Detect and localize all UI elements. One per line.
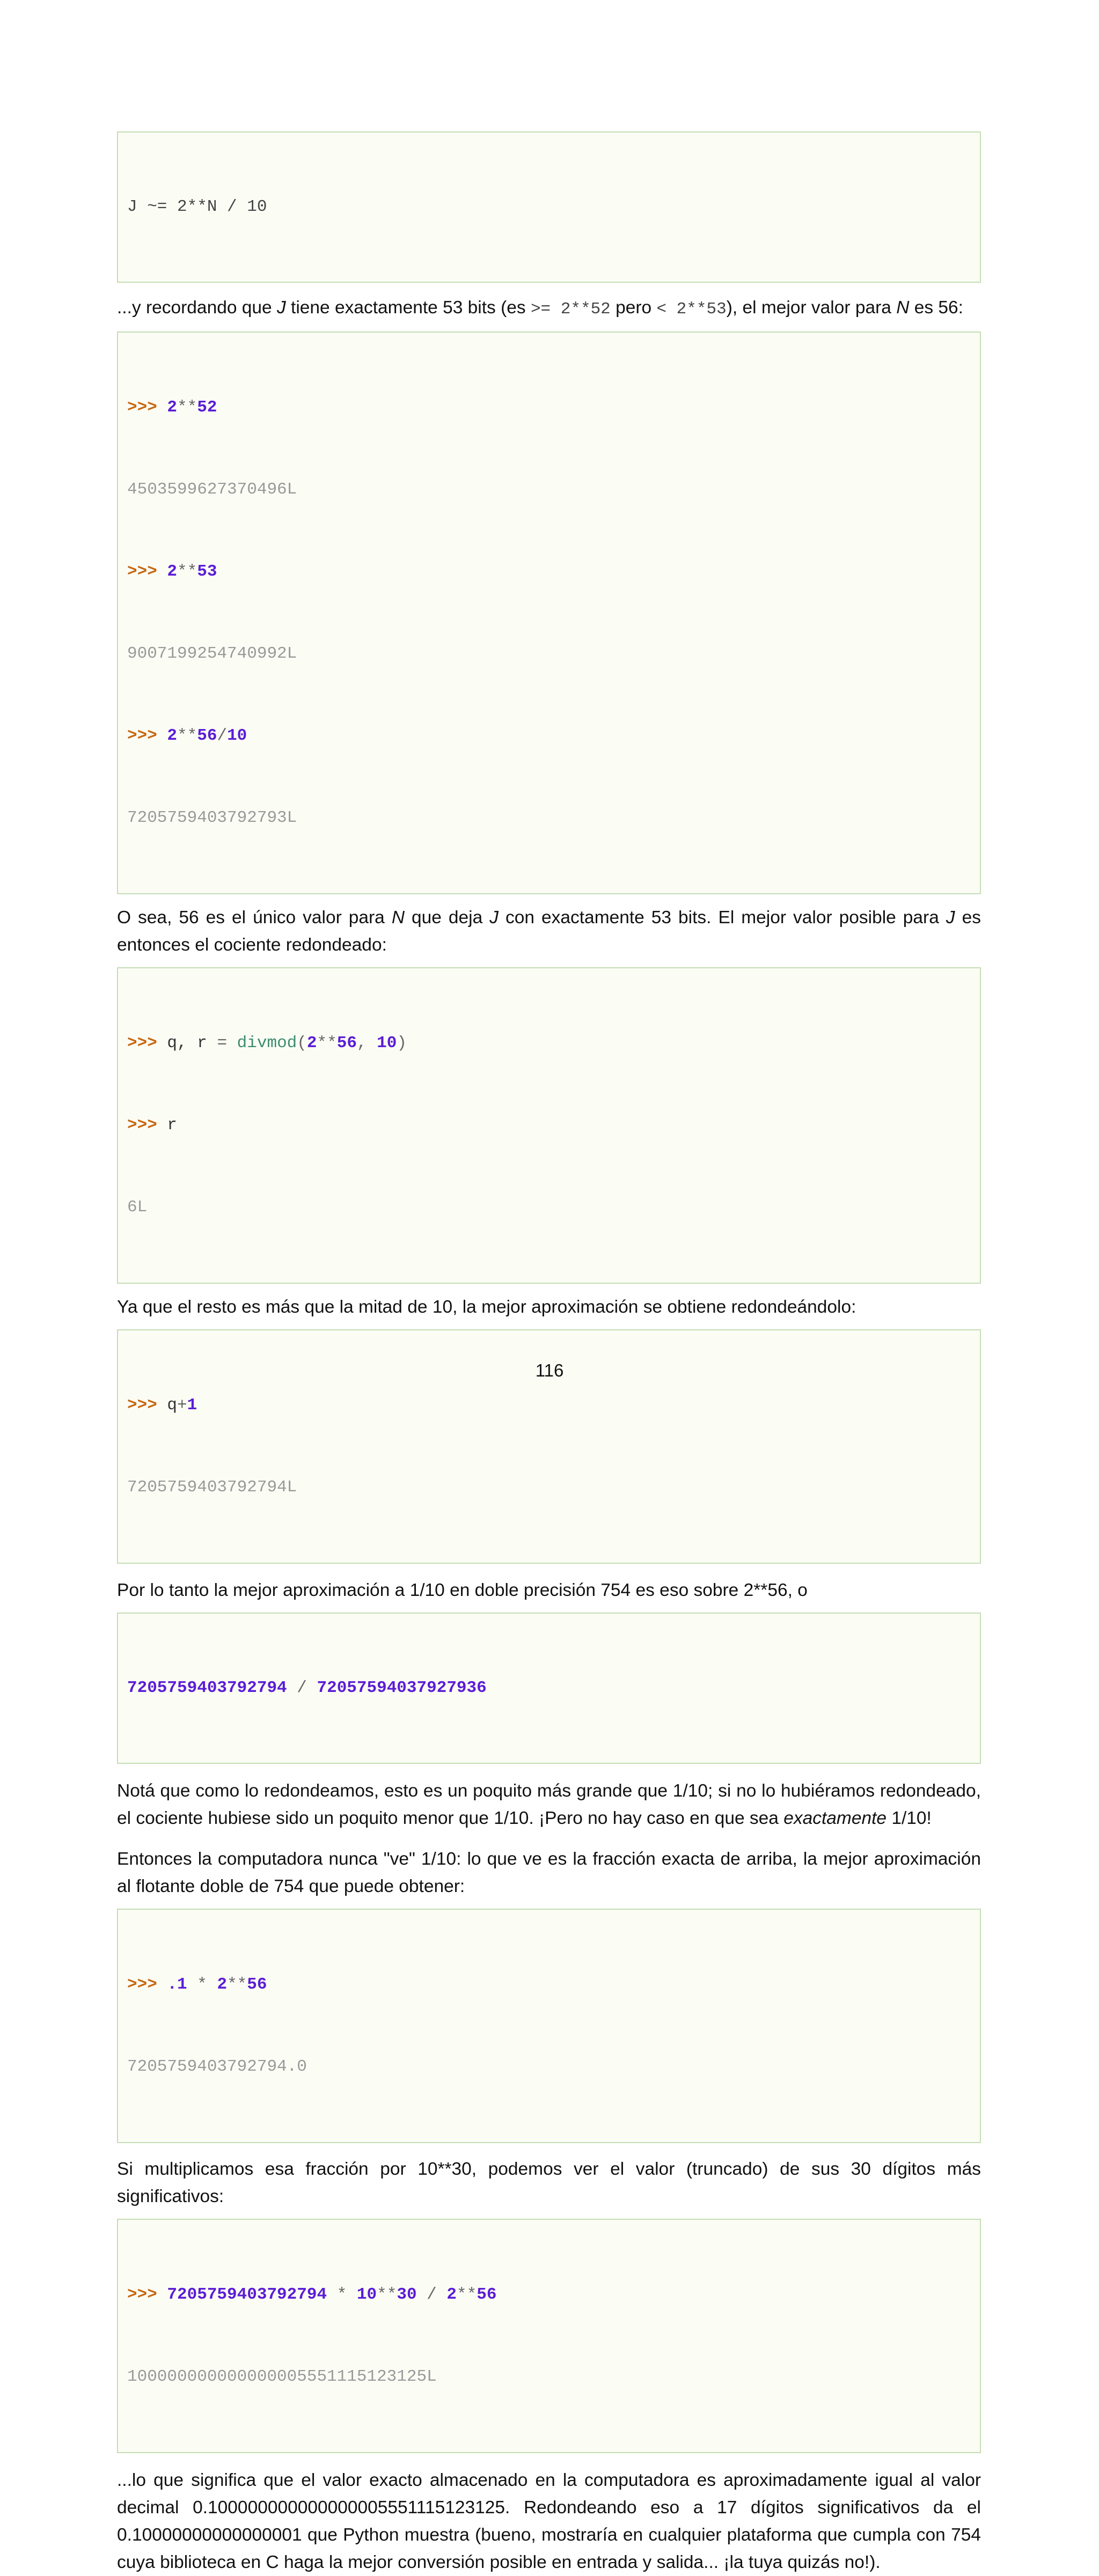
paragraph-bits bbox=[117, 294, 981, 323]
text-span: es entonces el cociente redondeado: bbox=[117, 908, 981, 955]
text-span: pero bbox=[610, 298, 657, 318]
number: 2 bbox=[167, 562, 178, 581]
prompt: >>> bbox=[127, 398, 157, 417]
operator: / bbox=[427, 2285, 437, 2304]
italic-var: N bbox=[896, 298, 910, 318]
output-line: 6L bbox=[127, 1198, 148, 1217]
operator: ** bbox=[227, 1975, 247, 1994]
variables: q, r bbox=[167, 1034, 217, 1053]
page-content bbox=[117, 131, 981, 2576]
italic-var: N bbox=[391, 908, 405, 928]
comma: , bbox=[356, 1034, 377, 1053]
code-line bbox=[127, 1674, 971, 1702]
operator: ** bbox=[177, 726, 197, 745]
italic-word: exactamente bbox=[783, 1808, 887, 1828]
code-line bbox=[127, 558, 971, 585]
number: 56 bbox=[197, 726, 217, 745]
operator: / bbox=[297, 1679, 307, 1697]
italic-var: J bbox=[489, 908, 499, 928]
prompt: >>> bbox=[127, 1975, 157, 1994]
paragraph-rounded bbox=[117, 1777, 981, 1832]
code-block-float bbox=[117, 1909, 981, 2143]
number: 10 bbox=[377, 1034, 397, 1053]
paragraph-computer-sees: Entonces la computadora nunca "ve" 1/10: lo que ve es la fracción exacta de arriba, la mejor aproximación al flotante doble de 754 que puede obtener: bbox=[117, 1849, 981, 1896]
operator: ** bbox=[177, 562, 197, 581]
output-line: 4503599627370496L bbox=[127, 480, 297, 499]
code-line bbox=[127, 1029, 971, 1057]
italic-var: J bbox=[946, 908, 955, 928]
operator: + bbox=[177, 1396, 187, 1415]
text-span: ), el mejor valor para bbox=[726, 298, 897, 318]
number: .1 bbox=[167, 1975, 187, 1994]
operator: * bbox=[336, 2285, 347, 2304]
operator: * bbox=[197, 1975, 207, 1994]
prompt: >>> bbox=[127, 1116, 157, 1135]
number: 2 bbox=[167, 726, 178, 745]
number: 10 bbox=[227, 726, 247, 745]
prompt: >>> bbox=[127, 562, 157, 581]
code-block-divmod bbox=[117, 967, 981, 1284]
code-block-formula bbox=[117, 131, 981, 283]
output-line: 7205759403792793L bbox=[127, 808, 297, 827]
code-line bbox=[127, 722, 971, 749]
text-span: con exactamente 53 bits. El mejor valor posible para bbox=[498, 908, 946, 928]
output-line: 9007199254740992L bbox=[127, 644, 297, 663]
code-block-fraction bbox=[117, 1613, 981, 1764]
code-line bbox=[127, 394, 971, 421]
code-line: J ~= 2**N / 10 bbox=[127, 197, 267, 216]
number: 2 bbox=[446, 2285, 457, 2304]
operator: / bbox=[217, 726, 228, 745]
number: 30 bbox=[397, 2285, 417, 2304]
operator: ** bbox=[457, 2285, 477, 2304]
number: 72057594037927936 bbox=[317, 1679, 487, 1697]
number: 2 bbox=[167, 398, 178, 417]
inline-code: < 2**53 bbox=[656, 300, 727, 319]
number: 2 bbox=[217, 1975, 228, 1994]
inline-code: >= 2**52 bbox=[530, 300, 611, 319]
code-line bbox=[127, 1112, 971, 1139]
page-number: 116 bbox=[535, 1360, 564, 1380]
code-block-digits bbox=[117, 2219, 981, 2453]
operator: ** bbox=[177, 398, 197, 417]
prompt: >>> bbox=[127, 726, 157, 745]
variable: r bbox=[167, 1116, 178, 1135]
paragraph-remainder: Ya que el resto es más que la mitad de 10, la mejor aproximación se obtiene redondeándolo: bbox=[117, 1297, 856, 1317]
prompt: >>> bbox=[127, 2285, 157, 2304]
paragraph-best-approx: Por lo tanto la mejor aproximación a 1/10 en doble precisión 754 es eso sobre 2**56, o bbox=[117, 1580, 808, 1600]
paren: ( bbox=[297, 1034, 307, 1053]
operator: ** bbox=[377, 2285, 397, 2304]
number: 53 bbox=[197, 562, 217, 581]
output-line: 100000000000000005551115123125L bbox=[127, 2367, 437, 2386]
builtin-function: divmod bbox=[237, 1034, 297, 1053]
output-line: 7205759403792794L bbox=[127, 1478, 297, 1497]
text-span: que deja bbox=[405, 908, 490, 928]
code-line bbox=[127, 2281, 971, 2308]
paren: ) bbox=[397, 1034, 407, 1053]
operator: ** bbox=[317, 1034, 337, 1053]
text-span: tiene exactamente 53 bits (es bbox=[285, 298, 531, 318]
italic-var: J bbox=[276, 298, 286, 318]
code-block-powers bbox=[117, 332, 981, 894]
number: 52 bbox=[197, 398, 217, 417]
number: 56 bbox=[336, 1034, 357, 1053]
number: 56 bbox=[477, 2285, 497, 2304]
prompt: >>> bbox=[127, 1396, 157, 1415]
text-span: ...y recordando que bbox=[117, 298, 277, 318]
text-span: Notá que como lo redondeamos, esto es un poquito más grande que 1/10; si no lo hubiéramos redondeado, el cociente hubiese sido un poquito menor que 1/10. ¡Pero no hay caso en que sea bbox=[117, 1781, 981, 1828]
paragraph-multiply: Si multiplicamos esa fracción por 10**30, podemos ver el valor (truncado) de sus 30 dígitos más significativos: bbox=[117, 2159, 981, 2206]
code-line bbox=[127, 1971, 971, 1998]
prompt: >>> bbox=[127, 1034, 157, 1053]
paragraph-conclusion: ...lo que significa que el valor exacto almacenado en la computadora es aproximadamente igual al valor decimal 0.100000000000000005551115123125. Redondeando eso a 17 dígitos significativos da el 0.10000000000000001 que Python muestra (bueno, mostraría en cualquier plataforma que cumpla con 754 cuya biblioteca en C haga la mejor conversión posible en entrada y salida... ¡la tuya quizás no!). bbox=[117, 2470, 981, 2572]
operator: = bbox=[217, 1034, 228, 1053]
number: 2 bbox=[306, 1034, 317, 1053]
number: 10 bbox=[356, 2285, 377, 2304]
number: 7205759403792794 bbox=[167, 2285, 327, 2304]
text-span: O sea, 56 es el único valor para bbox=[117, 908, 392, 928]
code-line bbox=[127, 1392, 971, 1419]
output-line: 7205759403792794.0 bbox=[127, 2057, 307, 2076]
paragraph-unique-value bbox=[117, 904, 981, 959]
text-span: 1/10! bbox=[886, 1808, 932, 1828]
text-span: es 56: bbox=[909, 298, 963, 318]
variable: q bbox=[167, 1396, 178, 1415]
number: 7205759403792794 bbox=[127, 1679, 287, 1697]
number: 1 bbox=[187, 1396, 197, 1415]
number: 56 bbox=[247, 1975, 267, 1994]
